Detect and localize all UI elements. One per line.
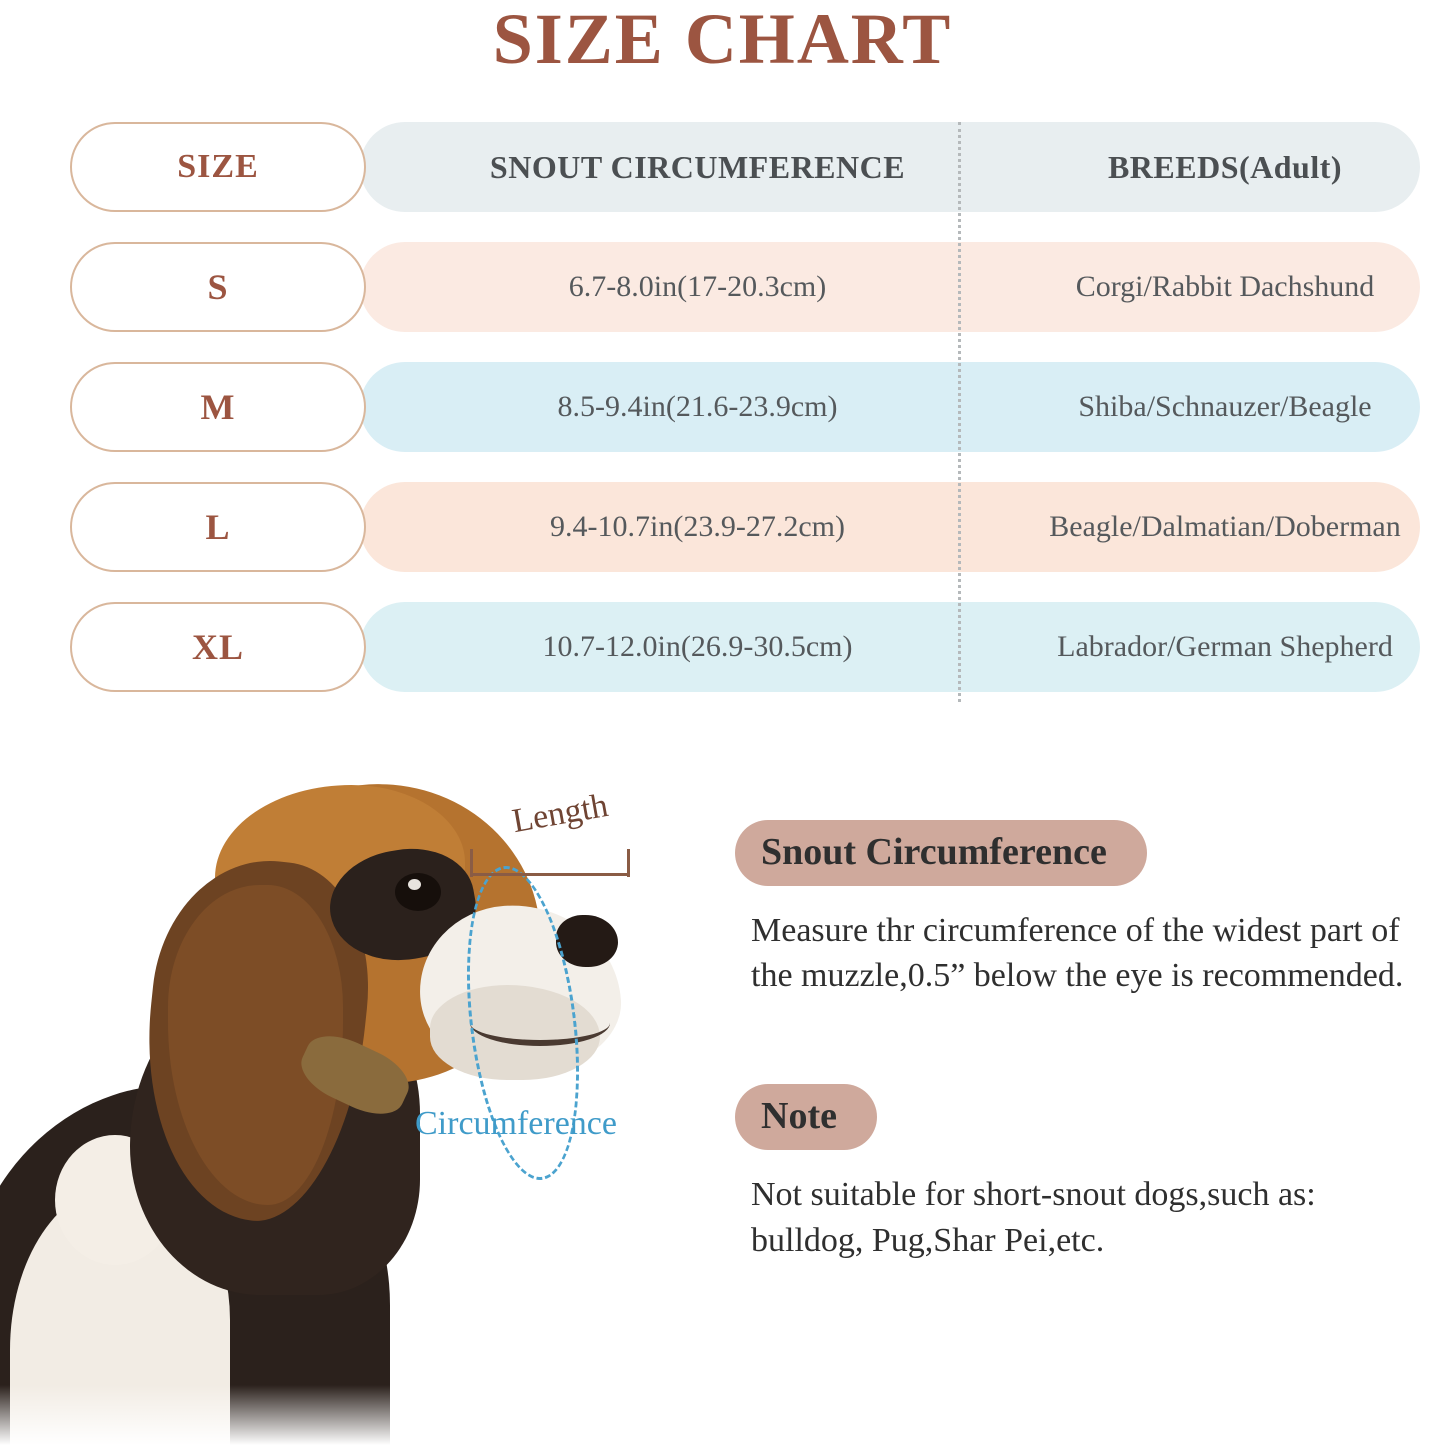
row-size-label: M [200,387,236,427]
row-snout-value: 8.5-9.4in(21.6-23.9cm) [557,390,838,423]
row-size-cell [70,482,366,572]
table-header-row [70,122,1420,212]
row-size-cell [70,362,366,452]
table-row [70,482,1420,572]
circumference-label: Circumference [415,1105,617,1142]
length-line [470,873,630,876]
row-size-cell [70,242,366,332]
length-tick-right [627,849,630,877]
page-title: SIZE CHART [492,0,953,79]
header-snout-label: SNOUT CIRCUMFERENCE [489,148,906,185]
table-row [70,362,1420,452]
row-size-label: XL [191,627,244,667]
column-divider [958,122,961,702]
row-size-cell [70,602,366,692]
header-breeds-label: BREEDS(Adult) [1107,148,1343,185]
dog-eye [395,873,441,911]
row-size-label: L [205,507,231,547]
table-row [70,602,1420,692]
row-breeds-value: Beagle/Dalmatian/Doberman [1049,510,1401,543]
photo-bottom-fade [0,1385,700,1445]
snout-heading-pill [735,820,1147,886]
row-breeds-value: Corgi/Rabbit Dachshund [1075,270,1375,303]
length-measure-icon [470,835,630,875]
note-block [735,1084,1435,1262]
row-snout-value: 10.7-12.0in(26.9-30.5cm) [542,630,853,663]
dog-photo [0,755,700,1445]
snout-description: Measure thr circumference of the widest part of the muzzle,0.5” below the eye is recommended. [751,912,1404,995]
table-row [70,242,1420,332]
measurement-section [0,735,1445,1445]
length-tick-left [470,849,473,877]
row-breeds-value: Labrador/German Shepherd [1057,630,1393,663]
length-label: Length [509,786,611,841]
dog-nose [556,915,618,967]
header-size-cell [70,122,366,212]
size-chart-table [70,122,1420,722]
header-size-label: SIZE [177,148,259,185]
row-snout-value: 9.4-10.7in(23.9-27.2cm) [550,510,845,543]
note-heading-pill [735,1084,877,1150]
row-breeds-value: Shiba/Schnauzer/Beagle [1078,390,1372,423]
dog-eye-highlight [408,879,421,890]
note-heading-text: Note [761,1095,837,1138]
row-snout-value: 6.7-8.0in(17-20.3cm) [568,270,827,303]
note-description: Not suitable for short-snout dogs,such as: bulldog, Pug,Shar Pei,etc. [751,1176,1316,1259]
row-size-label: S [207,267,229,307]
snout-heading-text: Snout Circumference [761,831,1107,873]
info-column [735,820,1435,1297]
